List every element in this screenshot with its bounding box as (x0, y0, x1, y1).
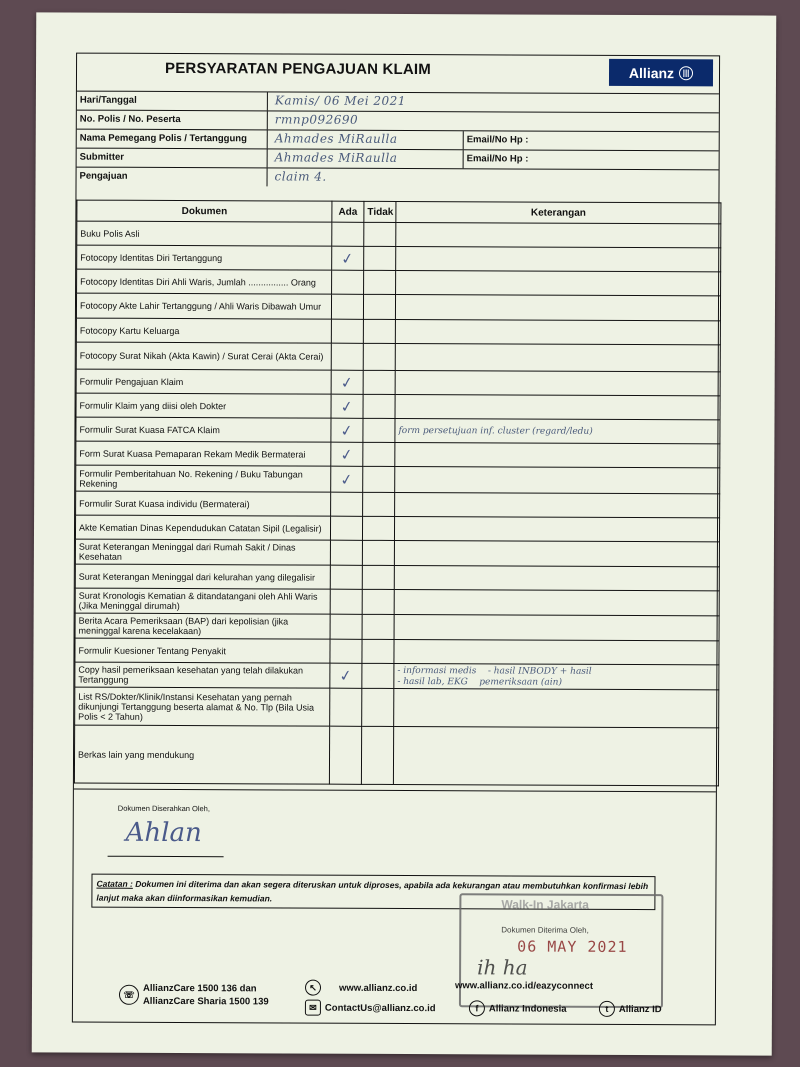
document-name: Fotocopy Identitas Diri Tertanggung (77, 245, 332, 270)
ada-cell (331, 492, 363, 516)
tidak-cell (362, 589, 394, 614)
document-name: Akte Kematian Dinas Kependudukan Catatan Sipil (Legalisir) (75, 515, 330, 540)
keterangan-cell (394, 614, 719, 640)
table-row (75, 539, 719, 567)
info-divider (267, 92, 268, 110)
check-mark: ✓ (338, 665, 354, 686)
info-value: Ahmades MiRaulla (274, 131, 398, 146)
keterangan-cell (395, 466, 720, 493)
info-row (77, 167, 719, 189)
document-name: Formulir Pengajuan Klaim (76, 369, 331, 394)
document-name: Formulir Kuesioner Tentang Penyakit (75, 638, 330, 663)
email-contact (305, 1000, 436, 1017)
contact-bar (119, 980, 709, 1020)
ada-cell (330, 614, 362, 639)
table-row (76, 441, 720, 468)
info-divider (267, 130, 268, 148)
info-value: Kamis/ 06 Mei 2021 (274, 93, 406, 109)
document-name: Fotocopy Identitas Diri Ahli Waris, Jumlah ................ Orang (77, 269, 332, 294)
header-keterangan: Keterangan (396, 201, 721, 223)
ada-cell (332, 270, 364, 294)
table-row (74, 725, 718, 786)
header-ada: Ada (332, 201, 364, 222)
form-footer (73, 789, 716, 1028)
keterangan-cell (395, 343, 720, 371)
keterangan-cell (396, 246, 721, 271)
ada-cell (330, 589, 362, 614)
document-paper (32, 12, 777, 1055)
document-name: Formulir Surat Kuasa individu (Bermaterai) (76, 491, 331, 516)
table-row (75, 564, 719, 591)
document-name: Formulir Pemberitahuan No. Rekening / Buku Tabungan Rekening (76, 465, 331, 492)
table-row (76, 393, 720, 420)
signature-line (108, 856, 224, 858)
facebook-contact (469, 1000, 567, 1016)
ada-cell (330, 516, 362, 540)
check-mark: ✓ (339, 469, 355, 490)
check-mark: ✓ (339, 396, 355, 417)
tidak-cell (364, 246, 396, 270)
tidak-cell (362, 663, 394, 688)
twitter-icon: t (599, 1001, 615, 1017)
keterangan-cell (394, 540, 719, 566)
check-mark: ✓ (339, 372, 355, 393)
table-row (76, 491, 720, 518)
tidak-cell (363, 492, 395, 516)
info-divider (463, 131, 464, 149)
document-name: Form Surat Kuasa Pemaparan Rekam Medik Bermaterai (76, 441, 331, 466)
table-row (75, 613, 719, 641)
keterangan-cell (395, 442, 720, 467)
table-row (77, 269, 721, 296)
document-name: Berkas lain yang mendukung (74, 725, 329, 784)
document-name: List RS/Dokter/Klinik/Instansi Kesehatan yang pernah dikunjungi Tertanggung beserta alamat & No. Tlp (Bila Usia Polis < 2 Tahun) (75, 687, 330, 726)
ada-cell (330, 688, 362, 726)
table-row (76, 342, 720, 372)
ada-cell (330, 639, 362, 663)
website-link[interactable]: www.allianz.co.id (338, 982, 418, 994)
email-label: Email/No Hp : (466, 134, 529, 146)
document-name: Fotocopy Akte Lahir Tertanggung / Ahli Waris Dibawah Umur (76, 293, 331, 319)
table-row (75, 662, 719, 690)
tidak-cell (364, 222, 396, 246)
info-divider (267, 149, 268, 167)
stamp-initials: ih ha (477, 955, 528, 980)
tidak-cell (361, 726, 393, 784)
document-name: Copy hasil pemeriksaan kesehatan yang telah dilakukan Tertanggung (75, 662, 330, 688)
tidak-cell (362, 540, 394, 565)
document-name: Fotocopy Kartu Keluarga (76, 318, 331, 343)
check-mark: ✓ (339, 444, 355, 465)
ada-cell (329, 726, 361, 784)
phone-icon: ☏ (119, 985, 139, 1005)
document-name: Surat Kronologis Kematian & ditandatangani oleh Ahli Waris (Jika Meninggal dirumah) (75, 588, 330, 614)
keterangan-cell (394, 688, 719, 727)
tidak-cell (364, 270, 396, 294)
tidak-cell (362, 688, 394, 726)
tidak-cell (362, 565, 394, 589)
document-name: Buku Polis Asli (77, 221, 332, 246)
care-contact (119, 983, 269, 1008)
info-divider (267, 168, 268, 186)
table-row (75, 638, 719, 665)
email-label: Email/No Hp : (466, 153, 529, 165)
keterangan-cell (396, 222, 721, 247)
signature: Ahlan (125, 817, 202, 849)
tidak-cell (363, 319, 395, 343)
tidak-cell (362, 516, 394, 540)
tidak-cell (362, 614, 394, 639)
brand-name: Allianz (628, 64, 675, 81)
care-line-2: AllianzCare Sharia 1500 139 (142, 995, 269, 1008)
header-tidak: Tidak (364, 201, 396, 222)
ada-cell (332, 246, 364, 270)
check-mark: ✓ (340, 248, 356, 269)
tidak-cell (363, 294, 395, 319)
table-row (75, 515, 719, 542)
stamp-date: 06 MAY 2021 (517, 937, 628, 956)
check-mark: ✓ (339, 420, 355, 441)
info-label: Hari/Tanggal (79, 94, 137, 106)
info-label: Nama Pemegang Polis / Tertanggung (79, 132, 247, 145)
claim-form (72, 53, 720, 1026)
info-section (77, 91, 719, 189)
form-title: PERSYARATAN PENGAJUAN KLAIM (164, 59, 432, 79)
header-dokumen: Dokumen (77, 200, 332, 222)
table-row (76, 465, 720, 494)
table-row (76, 293, 720, 321)
keterangan-cell (396, 270, 721, 295)
twitter-contact (599, 1001, 662, 1017)
mail-icon: ✉ (305, 1000, 321, 1016)
document-table (74, 200, 722, 787)
keterangan-cell (395, 370, 720, 395)
email-link[interactable]: ContactUs@allianz.co.id (324, 1002, 436, 1014)
keterangan-cell (395, 294, 720, 320)
tidak-cell (363, 343, 395, 370)
tidak-cell (363, 442, 395, 466)
info-label: Submitter (79, 151, 125, 163)
table-row (75, 687, 719, 728)
submitted-by-label: Dokumen Diserahkan Oleh, (117, 803, 210, 814)
table-row (77, 221, 721, 248)
info-label: Pengajuan (79, 170, 128, 182)
keterangan-cell (395, 394, 720, 419)
document-name: Berita Acara Pemeriksaan (BAP) dari kepolisian (jika meninggal karena kecelakaan) (75, 613, 330, 639)
ada-cell (331, 319, 363, 343)
info-divider (463, 150, 464, 168)
ada-cell (331, 370, 363, 394)
keterangan-note: form persetujuan inf. cluster (regard/ledu) (398, 425, 593, 437)
keterangan-cell (394, 663, 719, 689)
ada-cell (332, 222, 364, 246)
keterangan-note: - informasi medis - hasil INBODY + hasil - hasil lab, EKG pemeriksaan (ain) (397, 665, 592, 688)
ada-cell (331, 294, 363, 319)
tidak-cell (363, 370, 395, 394)
info-divider (267, 111, 268, 129)
info-label: No. Polis / No. Peserta (79, 113, 181, 126)
twitter-link[interactable]: Allianz ID (618, 1003, 662, 1015)
allianz-logo (609, 59, 713, 86)
tidak-cell (363, 466, 395, 492)
eazy-link[interactable]: www.allianz.co.id/eazyconnect (455, 980, 594, 992)
ada-cell (331, 418, 363, 442)
info-value: Ahmades MiRaulla (274, 150, 398, 165)
facebook-link[interactable]: Allianz Indonesia (488, 1002, 567, 1015)
keterangan-cell (395, 319, 720, 344)
keterangan-cell (395, 492, 720, 517)
keterangan-cell (394, 639, 719, 664)
keterangan-cell (394, 589, 719, 615)
eazy-contact (455, 980, 593, 992)
table-row (76, 318, 720, 345)
facebook-icon: f (469, 1000, 485, 1016)
tidak-cell (363, 418, 395, 442)
document-name: Surat Keterangan Meninggal dari kelurahan yang dilegalisir (75, 564, 330, 589)
cursor-icon: ↖ (305, 980, 321, 996)
ada-cell (331, 466, 363, 492)
table-row (77, 245, 721, 272)
document-name: Fotocopy Surat Nikah (Akta Kawin) / Surat Cerai (Akta Cerai) (76, 342, 331, 370)
allianz-eagle-icon: ||| (679, 66, 693, 80)
tidak-cell (363, 394, 395, 418)
ada-cell (331, 394, 363, 418)
ada-cell (330, 540, 362, 565)
website-contact (305, 980, 417, 996)
info-value: rmnp092690 (274, 112, 359, 127)
table-row (76, 369, 720, 396)
stamp-received-label: Dokumen Diterima Oleh, (501, 925, 589, 935)
document-name: Formulir Klaim yang diisi oleh Dokter (76, 393, 331, 418)
catatan-label: Catatan : (96, 878, 133, 889)
keterangan-cell (395, 418, 720, 443)
keterangan-cell (394, 516, 719, 541)
stamp-title: Walk-In Jakarta (501, 897, 590, 912)
document-name: Formulir Surat Kuasa FATCA Klaim (76, 417, 331, 442)
ada-cell (330, 663, 362, 688)
tidak-cell (362, 639, 394, 663)
table-row (75, 588, 719, 616)
ada-cell (331, 442, 363, 466)
document-name: Surat Keterangan Meninggal dari Rumah Sakit / Dinas Kesehatan (75, 539, 330, 565)
table-row (76, 417, 720, 444)
ada-cell (331, 343, 363, 370)
catatan-text: Dokumen ini diterima dan akan segera diteruskan untuk diproses, apabila ada kekurangan atau membutuhkan konfirmasi lebih lanjut maka akan diinformasikan kemudian. (96, 878, 649, 904)
care-line-1: AllianzCare 1500 136 dan (142, 982, 257, 995)
keterangan-cell (393, 726, 718, 785)
info-value: claim 4. (274, 169, 327, 184)
keterangan-cell (394, 565, 719, 590)
ada-cell (330, 565, 362, 589)
